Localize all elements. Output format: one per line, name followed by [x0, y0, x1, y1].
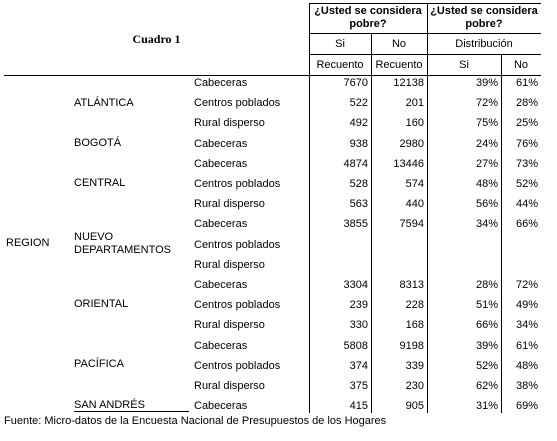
- count-no-cell: 201: [405, 97, 424, 110]
- region-name: PACÍFICA: [74, 358, 124, 370]
- header-bottom-rule: [4, 75, 541, 76]
- area-cell: Rural disperso: [194, 319, 265, 332]
- subheader-rule: [309, 54, 541, 55]
- header-recuento-si: Recuento: [316, 59, 364, 71]
- header-distribucion: Distribución: [455, 38, 513, 50]
- pct-no-cell: 34%: [515, 319, 538, 332]
- area-cell: Cabeceras: [194, 157, 248, 170]
- region-label: REGION: [6, 237, 50, 249]
- count-no-cell: 905: [405, 400, 424, 413]
- area-cell: Cabeceras: [194, 339, 248, 352]
- region-name: ATLÁNTICA: [74, 97, 134, 109]
- count-si-cell: 7670: [343, 77, 368, 89]
- source-note: Fuente: Micro-datos de la Encuesta Nacional de Presupuestos de los Hogares: [4, 415, 387, 427]
- pct-si-cell: 75%: [475, 117, 498, 130]
- count-si-cell: 938: [349, 137, 368, 150]
- pct-si-cell: 56%: [475, 198, 498, 211]
- area-cell: Centros poblados: [194, 178, 281, 190]
- region-underline: [74, 411, 189, 412]
- pct-si-cell: 51%: [475, 299, 498, 312]
- pct-si-cell: 66%: [475, 319, 498, 332]
- table-top-rule: [309, 3, 541, 4]
- pct-no-cell: 52%: [515, 178, 538, 190]
- pct-no-cell: 66%: [515, 218, 538, 231]
- pct-si-cell: 52%: [475, 359, 498, 372]
- area-cell: Centros poblados: [194, 238, 281, 251]
- area-cell: Rural disperso: [194, 117, 265, 130]
- area-cell: Cabeceras: [194, 137, 248, 150]
- header-dist-no: No: [513, 59, 529, 71]
- count-si-cell: 375: [349, 380, 368, 392]
- pct-si-cell: 24%: [475, 137, 498, 150]
- area-cell: Cabeceras: [194, 218, 248, 231]
- pct-no-cell: 72%: [515, 279, 538, 291]
- count-si-cell: 528: [349, 178, 368, 190]
- region-name: NUEVO DEPARTAMENTOS: [74, 231, 171, 256]
- pct-si-cell: 28%: [475, 279, 498, 291]
- count-si-cell: 4874: [343, 157, 368, 170]
- count-si-cell: 5808: [343, 339, 368, 352]
- count-si-cell: 522: [349, 97, 368, 110]
- area-cell: Cabeceras: [194, 77, 248, 89]
- pct-no-cell: 48%: [515, 359, 538, 372]
- pct-si-cell: 27%: [475, 157, 498, 170]
- count-no-cell: 168: [405, 319, 424, 332]
- area-cell: Centros poblados: [194, 299, 281, 312]
- count-no-cell: 574: [405, 178, 424, 190]
- count-no-cell: 160: [405, 117, 424, 130]
- pct-no-cell: 73%: [515, 157, 538, 170]
- pct-si-cell: 34%: [475, 218, 498, 231]
- region-name: SAN ANDRÉS: [74, 399, 145, 411]
- area-cell: Centros poblados: [194, 359, 281, 372]
- region-name: CENTRAL: [74, 177, 126, 189]
- region-name: BOGOTÁ: [74, 137, 122, 149]
- pct-no-cell: 44%: [515, 198, 538, 211]
- count-no-cell: 9198: [399, 339, 424, 352]
- pct-si-cell: 48%: [475, 178, 498, 190]
- region-name: ORIENTAL: [74, 298, 129, 310]
- table-title: Cuadro 1: [132, 32, 181, 46]
- count-no-cell: 8313: [399, 279, 424, 291]
- area-cell: Centros poblados: [194, 97, 281, 110]
- header-no: No: [391, 38, 407, 50]
- data-table: [4, 3, 541, 413]
- pct-no-cell: 69%: [515, 400, 538, 413]
- pct-no-cell: 28%: [515, 97, 538, 110]
- pct-no-cell: 49%: [515, 299, 538, 312]
- area-cell: Rural disperso: [194, 258, 265, 271]
- count-no-cell: 230: [405, 380, 424, 392]
- pct-no-cell: 76%: [515, 137, 538, 150]
- count-no-cell: 13446: [393, 157, 424, 170]
- area-cell: Cabeceras: [194, 400, 248, 413]
- count-no-cell: 440: [405, 198, 424, 211]
- pct-si-cell: 72%: [475, 97, 498, 110]
- pct-no-cell: 61%: [515, 77, 538, 89]
- count-si-cell: 492: [349, 117, 368, 130]
- count-si-cell: 415: [349, 400, 368, 413]
- count-no-cell: 228: [405, 299, 424, 312]
- pct-no-cell: 38%: [515, 380, 538, 392]
- header-si: Si: [335, 38, 345, 50]
- pct-no-cell: 25%: [515, 117, 538, 130]
- count-si-cell: 3855: [343, 218, 368, 231]
- count-si-cell: 239: [349, 299, 368, 312]
- pct-si-cell: 62%: [475, 380, 498, 392]
- count-si-cell: 374: [349, 359, 368, 372]
- count-si-cell: 330: [349, 319, 368, 332]
- area-cell: Cabeceras: [194, 279, 248, 291]
- header-recuento-no: Recuento: [375, 59, 423, 71]
- question-rule: [309, 33, 541, 34]
- area-cell: Rural disperso: [194, 380, 265, 392]
- pct-si-cell: 39%: [475, 77, 498, 89]
- pct-no-cell: 61%: [515, 339, 538, 352]
- count-no-cell: 2980: [399, 137, 424, 150]
- count-no-cell: 12138: [393, 77, 424, 89]
- count-no-cell: 339: [405, 359, 424, 372]
- count-si-cell: 563: [349, 198, 368, 211]
- header-dist-si: Si: [459, 59, 469, 71]
- count-no-cell: 7594: [399, 218, 424, 231]
- question-header-distribution: ¿Usted se considera pobre?: [430, 5, 538, 30]
- question-header-counts: ¿Usted se considera pobre?: [314, 5, 422, 30]
- count-si-cell: 3304: [343, 279, 368, 291]
- pct-si-cell: 31%: [475, 400, 498, 413]
- area-cell: Rural disperso: [194, 198, 265, 211]
- pct-si-cell: 39%: [475, 339, 498, 352]
